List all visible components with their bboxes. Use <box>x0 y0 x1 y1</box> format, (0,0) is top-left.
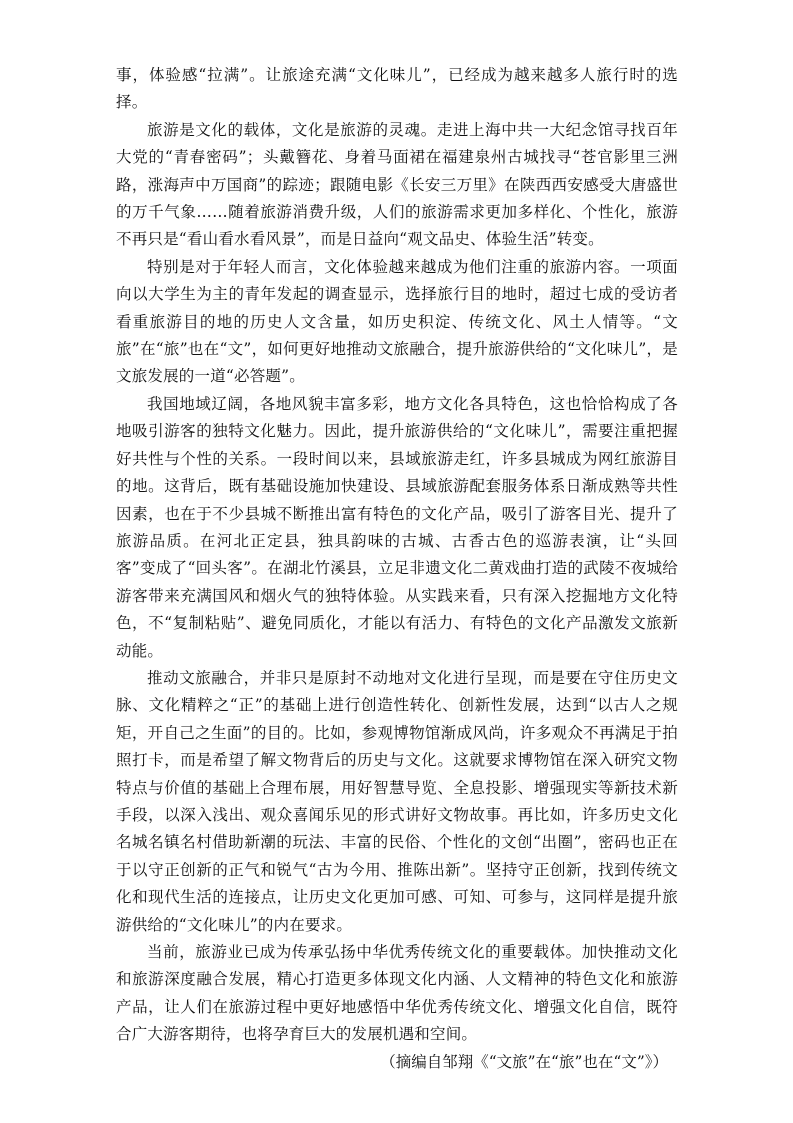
paragraph-young-people: 特别是对于年轻人而言，文化体验越来越成为他们注重的旅游内容。一项面向以大学生为主的青年发起的调查显示，选择旅行目的地时，超过七成的受访者看重旅游目的地的历史人文含量，如历史积淀、传统文化、风土人情等。“文旅”在“旅”也在“文”，如何更好地推动文旅融合，提升旅游供给的“文化味儿”，是文旅发展的一道“必答题”。 <box>116 257 678 386</box>
paragraph-continued: 事，体验感“拉满”。让旅途充满“文化味儿”，已经成为越来越多人旅行时的选择。 <box>116 66 678 112</box>
paragraph-local-culture: 我国地域辽阔，各地风貌丰富多彩，地方文化各具特色，这也恰恰构成了各地吸引游客的独特文化魅力。因此，提升旅游供给的“文化味儿”，需要注重把握好共性与个性的关系。一段时间以来，县域旅游走红，许多县城成为网红旅游目的地。这背后，既有基础设施加快建设、县域旅游配套服务体系日渐成熟等共性因素，也在于不少县城不断推出富有特色的文化产品，吸引了游客目光、提升了旅游品质。在河北正定县，独具韵味的古城、古香古色的巡游表演，让“头回客”变成了“回头客”。在湖北竹溪县，立足非遗文化二黄戏曲打造的武陵不夜城给游客带来充满国风和烟火气的独特体验。从实践来看，只有深入挖掘地方文化特色，不“复制粘贴”、避免同质化，才能以有活力、有特色的文化产品激发文旅新动能。 <box>116 394 678 660</box>
source-citation: （摘编自邹翔《“文旅”在“旅”也在“文”》） <box>380 1052 668 1071</box>
paragraph-conclusion: 当前，旅游业已成为传承弘扬中华优秀传统文化的重要载体。加快推动文化和旅游深度融合发展，精心打造更多体现文化内涵、人文精神的特色文化和旅游产品，让人们在旅游过程中更好地感悟中华优秀传统文化、增强文化自信，既符合广大游客期待，也将孕育巨大的发展机遇和空间。 <box>116 943 678 1044</box>
document-page <box>116 62 678 1076</box>
paragraph-innovation: 推动文旅融合，并非只是原封不动地对文化进行呈现，而是要在守住历史文脉、文化精粹之“正”的基础上进行创造性转化、创新性发展，达到“以古人之规矩，开自己之生面”的目的。比如，参观博物馆渐成风尚，许多观众不再满足于拍照打卡，而是希望了解文物背后的历史与文化。这就要求博物馆在深入研究文物特点与价值的基础上合理布展，用好智慧导览、全息投影、增强现实等新技术新手段，以深入浅出、观众喜闻乐见的形式讲好文物故事。再比如，许多历史文化名城名镇名村借助新潮的玩法、丰富的民俗、个性化的文创“出圈”，密码也正在于以守正创新的正气和锐气“古为今用、推陈出新”。坚持守正创新，找到传统文化和现代生活的连接点，让历史文化更加可感、可知、可参与，这同样是提升旅游供给的“文化味儿”的内在要求。 <box>116 668 678 934</box>
paragraph-culture-soul: 旅游是文化的载体，文化是旅游的灵魂。走进上海中共一大纪念馆寻找百年大党的“青春密码”；头戴簪花、身着马面裙在福建泉州古城找寻“苍官影里三洲路，涨海声中万国商”的踪迹；跟随电影《长安三万里》在陕西西安感受大唐盛世的万千气象……随着旅游消费升级，人们的旅游需求更加多样化、个性化，旅游不再只是“看山看水看风景”，而是日益向“观文品史、体验生活”转变。 <box>116 120 678 249</box>
